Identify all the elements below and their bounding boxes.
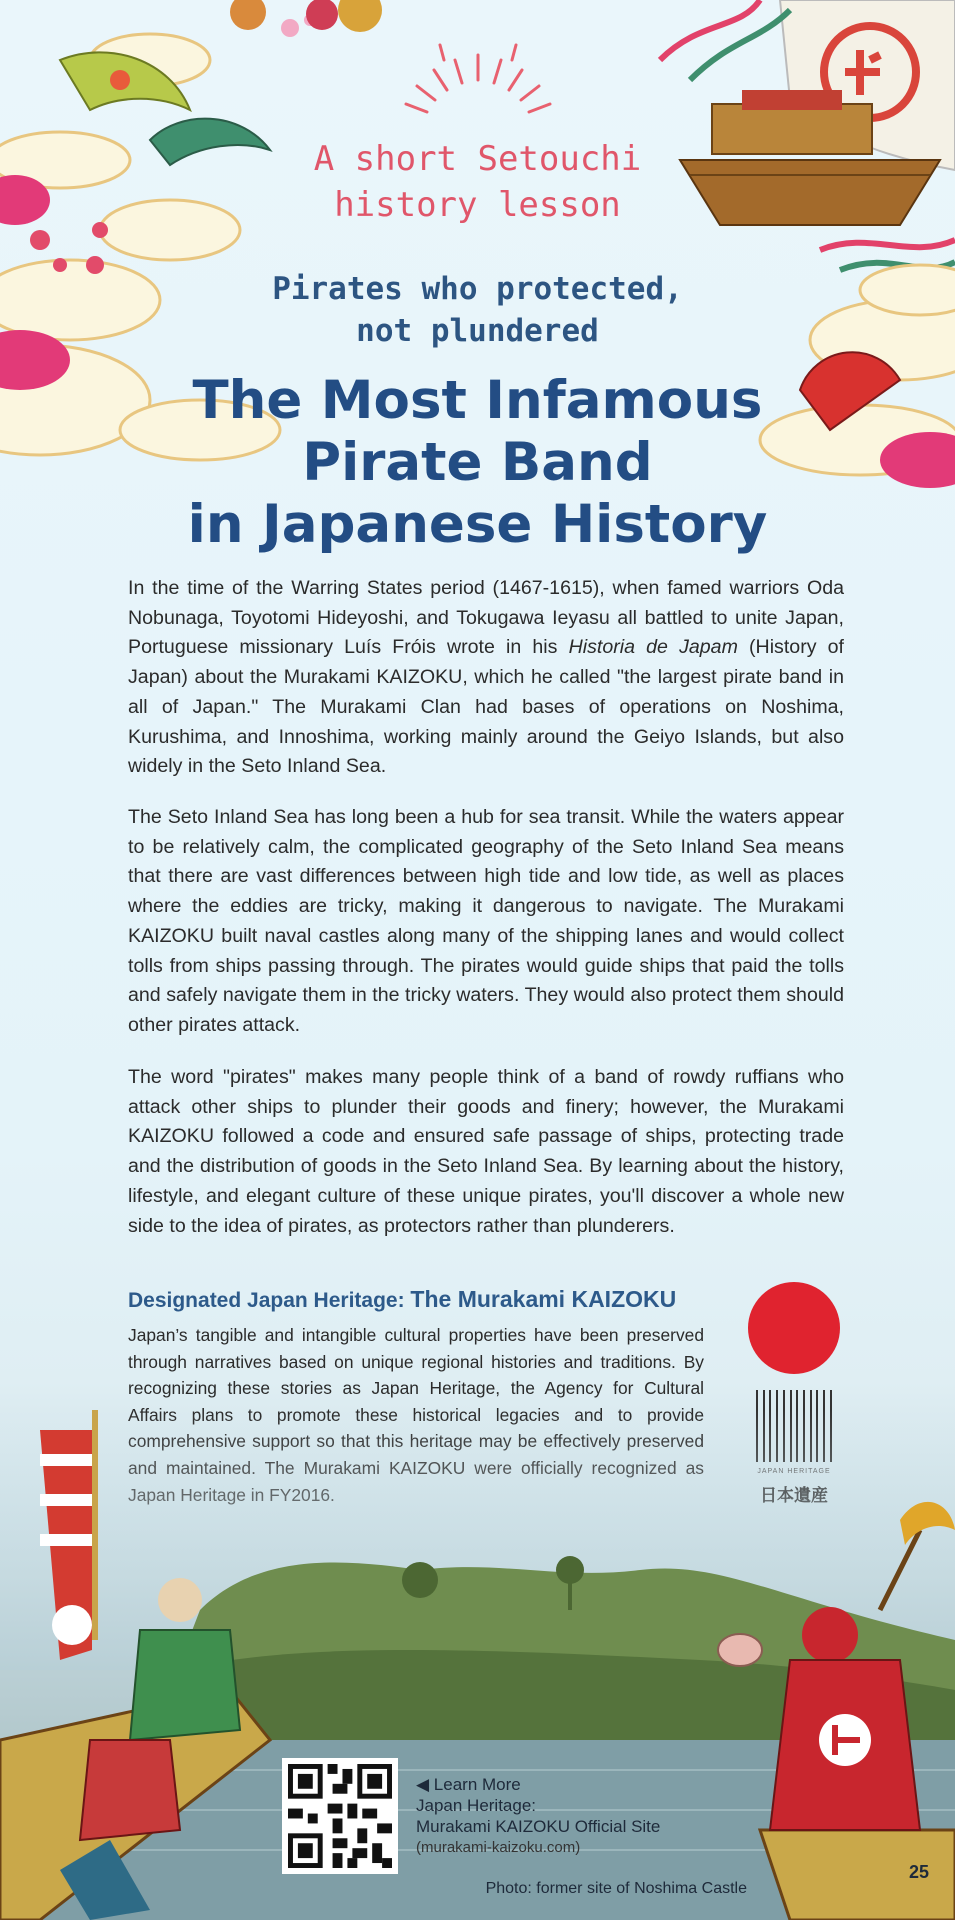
- lesson-heading-line1: A short Setouchi: [313, 139, 642, 179]
- book-title: Historia de Japam: [568, 636, 738, 659]
- site-url[interactable]: (murakami-kaizoku.com): [416, 1839, 581, 1856]
- learn-more-block: [416, 1774, 660, 1858]
- paragraph-1: [128, 574, 844, 782]
- lesson-heading-line2: history lesson: [334, 185, 621, 225]
- page-number: 25: [908, 1862, 929, 1882]
- page-title-line3: in Japanese History: [187, 494, 768, 555]
- subtitle-line1: Pirates who protected,: [272, 271, 683, 307]
- heritage-name: The Murakami KAIZOKU: [410, 1286, 677, 1312]
- heritage-title: [128, 1286, 676, 1313]
- photo-caption: Photo: former site of Noshima Castle: [485, 1880, 747, 1897]
- paragraph-3: The word "pirates" makes many people think of a band of rowdy ruffians who attack other ships to plunder their goods and finery; however, the Murakami KAIZOKU followed a code and ensured safe passage of ships, protecting trade and the distribution of goods in the Seto Inland Sea. By learning about the history, lifestyle, and elegant culture of these unique pirates, you'll discover a whole new side to the idea of pirates, as protectors rather than plunderers.: [128, 1066, 844, 1237]
- heritage-text: Japan’s tangible and intangible cultural properties have been preserved through narratives based on unique regional histories and traditions. By recognizing these stories as Japan Heritage, the Agency for Cultural: [128, 1325, 704, 1399]
- heritage-label: Designated Japan Heritage:: [128, 1289, 411, 1312]
- page-title-line2: Pirate Band: [302, 432, 653, 493]
- site-line1: Japan Heritage:: [416, 1796, 537, 1815]
- red-sun-icon: [748, 1282, 840, 1374]
- page-title-line1: The Most Infamous: [192, 370, 763, 431]
- paragraph-2: The Seto Inland Sea has long been a hub for sea transit. While the waters appear to be relatively calm, the complicated geography of the Seto Inland Sea means that there are vast differences between high tide and low tide, as well as places where the eddies are tricky, making it dangerous to navigate. The Murakami KAIZOKU built naval castles along many of the shipping lanes and would collect tolls from ships passing through. The pirates would guide ships that paid the tolls and safely navigate them in the tricky waters. They would also protect them should other pirates attack.: [128, 806, 844, 1036]
- paragraph-1-text-cont: (History of Japan) about the Murakami KAIZOKU, which he called "the largest pirate band in all of Japan." The Murakami Clan had bases of operations on Noshima, Kurushima, and Innoshima, working mainly around the Geiyo Islands, but also widely in the Seto Inland Sea.: [128, 636, 844, 778]
- subtitle-line2: not plundered: [356, 313, 599, 349]
- paragraph-1-text: In the time of the Warring States period (1467-1615), when famed warriors Oda Nobunaga, Toyotomi Hideyoshi, and Tokugawa Ieyasu all battled to unite Japan, Portuguese missionary Luís Fróis wrote in his: [128, 577, 844, 659]
- qr-code-icon: [288, 1764, 392, 1868]
- learn-more-link[interactable]: ◀ Learn More: [416, 1775, 521, 1794]
- sun-rays-icon: [406, 45, 550, 112]
- site-line2: Murakami KAIZOKU Official Site: [416, 1817, 661, 1836]
- qr-code[interactable]: [282, 1758, 398, 1874]
